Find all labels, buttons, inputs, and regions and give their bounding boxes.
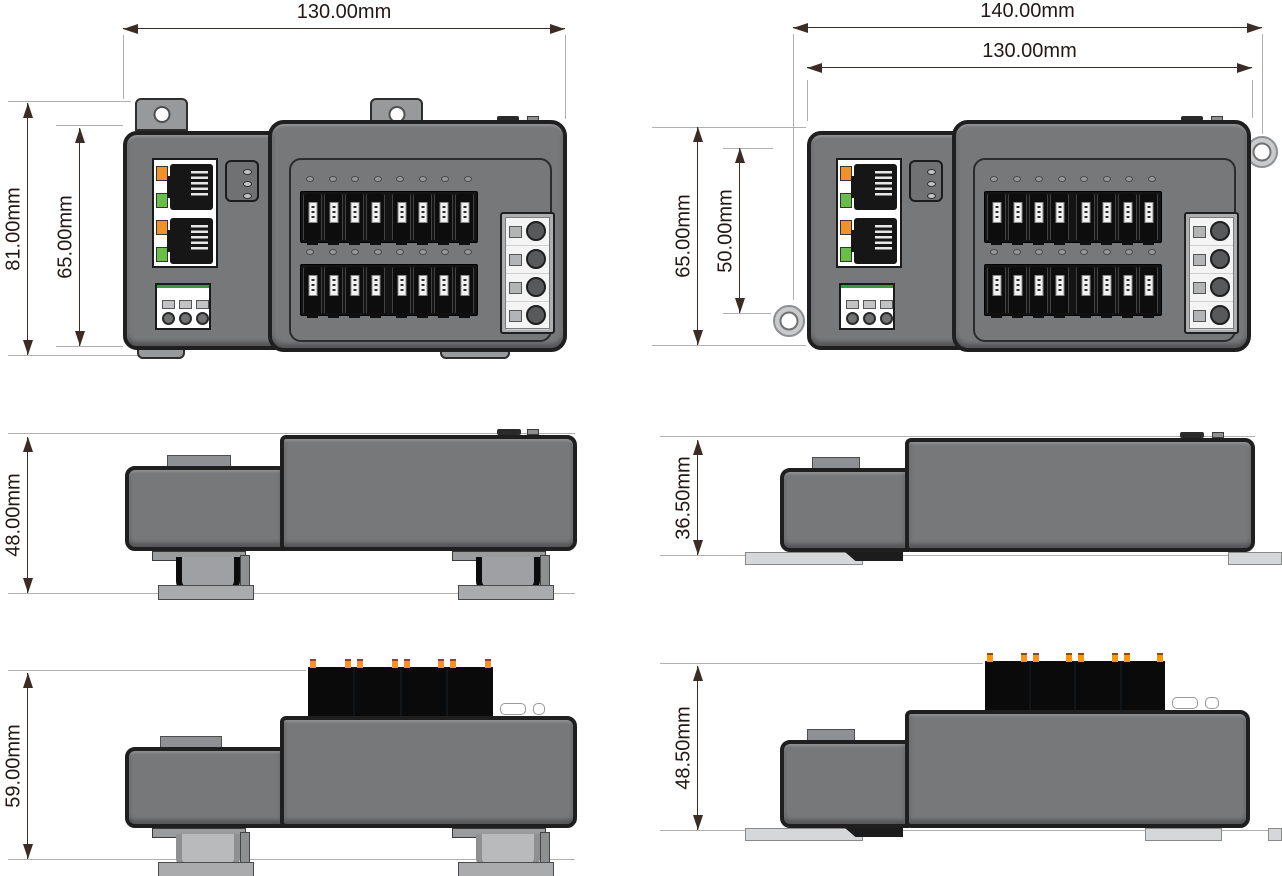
clip-foot xyxy=(158,862,254,876)
rj45-jack xyxy=(854,218,897,264)
io-led-indicator xyxy=(1125,249,1133,255)
terminal-clamp xyxy=(846,300,859,309)
relay-slot xyxy=(1118,267,1137,313)
relay-bank-row xyxy=(984,264,1162,316)
io-terminal-pin xyxy=(1190,274,1233,302)
relay-bank-row xyxy=(300,191,478,243)
io-led-indicator xyxy=(464,249,472,255)
power-terminal-block xyxy=(155,283,211,330)
terminal-green-strip xyxy=(157,285,209,288)
dimension-label-body-width: 130.00mm xyxy=(982,40,1077,62)
relay-label xyxy=(992,202,1001,223)
extension-line xyxy=(723,313,771,314)
din-rail-clip xyxy=(150,828,248,876)
din-rail-clip xyxy=(450,551,548,600)
terminal-clamp xyxy=(880,300,893,309)
relay-label xyxy=(418,275,427,296)
relay-pin xyxy=(404,659,410,668)
terminal-screw xyxy=(863,312,876,325)
mounting-hole xyxy=(153,106,170,123)
io-led-indicator xyxy=(1080,249,1088,255)
relay-slot xyxy=(455,267,474,313)
io-led-indicator xyxy=(329,176,337,182)
relay-block-side xyxy=(402,667,447,716)
relay-label xyxy=(350,202,359,223)
relay-slot xyxy=(345,194,364,240)
relay-bank-side-view xyxy=(308,667,493,716)
io-led-indicator xyxy=(374,176,382,182)
relay-slot xyxy=(455,194,474,240)
wall-mount-plate xyxy=(745,552,863,565)
io-terminal-block xyxy=(1184,212,1239,334)
relay-label xyxy=(397,202,406,223)
relay-bank-row xyxy=(300,264,478,316)
io-terminal-pin xyxy=(506,246,549,274)
relay-slot xyxy=(366,194,385,240)
clip-foot xyxy=(458,585,554,600)
relay-slot xyxy=(1076,194,1095,240)
dimension-label-body-height: 65.00mm xyxy=(672,194,695,278)
side-body-low-section xyxy=(125,747,285,828)
dimension-label-overall-height: 81.00mm xyxy=(2,187,25,271)
relay-slot xyxy=(303,194,322,240)
relay-slot xyxy=(1118,194,1137,240)
relay-pin xyxy=(1078,653,1084,662)
relay-block-side xyxy=(355,667,400,716)
relay-block-side xyxy=(985,661,1029,710)
dimension-hole-spacing xyxy=(714,148,740,313)
extension-line xyxy=(652,127,806,128)
io-led-indicator xyxy=(1013,176,1021,182)
extension-line xyxy=(1252,80,1253,118)
terminal-screw xyxy=(526,249,546,269)
power-terminal-pin xyxy=(879,300,894,325)
side-body-high-section xyxy=(905,438,1255,552)
relay-label xyxy=(460,202,469,223)
relay-pin xyxy=(1033,653,1039,662)
terminal-screw xyxy=(179,312,192,325)
terminal-screw xyxy=(1210,221,1230,241)
relay-slot xyxy=(1029,194,1048,240)
relay-label xyxy=(1123,275,1132,296)
relay-pin xyxy=(485,659,491,668)
relay-pin xyxy=(450,659,456,668)
extension-line xyxy=(8,101,131,102)
relay-pin xyxy=(345,659,351,668)
extension-line xyxy=(8,355,140,356)
status-led xyxy=(927,193,936,199)
relay-slot xyxy=(324,267,343,313)
io-terminal-block xyxy=(500,212,555,334)
dimension-label-hole-spacing: 50.00mm xyxy=(714,188,737,273)
wall-mount-plate xyxy=(1228,552,1282,565)
status-led-panel xyxy=(909,160,943,202)
terminal-clamp xyxy=(509,226,522,238)
status-led xyxy=(243,181,252,187)
extension-line xyxy=(723,148,773,149)
relay-label xyxy=(418,202,427,223)
relay-slot xyxy=(1029,267,1048,313)
dimension-body-height xyxy=(672,127,698,345)
dimension-depth xyxy=(2,673,28,859)
io-led-indicator xyxy=(306,176,314,182)
dimension-depth xyxy=(672,666,698,830)
side-body-high-section xyxy=(280,435,577,551)
relay-label xyxy=(1034,275,1043,296)
io-led-indicator xyxy=(374,249,382,255)
io-led-indicator xyxy=(1103,176,1111,182)
relay-label xyxy=(1123,202,1132,223)
io-terminal-pin xyxy=(1190,218,1233,246)
relay-label xyxy=(1013,202,1022,223)
ethernet-port xyxy=(839,162,899,212)
power-terminal-pin xyxy=(161,300,176,325)
relay-block-side xyxy=(1076,661,1120,710)
extension-line xyxy=(123,35,124,99)
dimension-overall-width xyxy=(793,0,1262,28)
wall-mount-plate xyxy=(745,828,863,841)
status-led xyxy=(927,181,936,187)
io-led-indicator xyxy=(1035,249,1043,255)
ethernet-port xyxy=(155,162,215,212)
relay-pin xyxy=(1157,653,1163,662)
extension-line xyxy=(8,433,575,434)
relay-label xyxy=(350,275,359,296)
din-rail-clip xyxy=(150,551,248,600)
extension-line xyxy=(1262,34,1263,134)
side-body-low-section xyxy=(780,468,909,552)
side-body-low-section xyxy=(780,740,909,828)
io-led-indicator xyxy=(329,249,337,255)
io-led-indicator xyxy=(1148,249,1156,255)
extension-line xyxy=(56,346,123,347)
power-terminal-block xyxy=(839,283,895,330)
relay-slot xyxy=(413,194,432,240)
io-terminal-pin xyxy=(506,218,549,246)
relay-label xyxy=(460,275,469,296)
relay-label xyxy=(371,202,380,223)
rj45-jack xyxy=(854,164,897,210)
io-led-indicator xyxy=(1125,176,1133,182)
relay-label xyxy=(1102,202,1111,223)
relay-pin xyxy=(357,659,363,668)
relay-pin xyxy=(1124,653,1130,662)
io-led-indicator xyxy=(351,176,359,182)
dimension-label-body-height: 65.00mm xyxy=(54,195,77,279)
power-terminal-pin xyxy=(862,300,877,325)
relay-slot xyxy=(987,267,1006,313)
relay-bank-row xyxy=(984,191,1162,243)
terminal-screw xyxy=(1210,249,1230,269)
extension-line xyxy=(660,663,983,664)
io-led-indicator xyxy=(1058,249,1066,255)
relay-block-side xyxy=(1031,661,1075,710)
clip-foot xyxy=(458,862,554,876)
io-led-indicator xyxy=(441,176,449,182)
dimension-label-depth: 48.00mm xyxy=(2,473,25,557)
terminal-clamp xyxy=(179,300,192,309)
relay-slot xyxy=(1097,267,1116,313)
terminal-screw xyxy=(846,312,859,325)
extension-line xyxy=(660,436,1255,437)
wall-mount-plate xyxy=(1145,828,1222,841)
relay-label xyxy=(1055,202,1064,223)
io-terminal-pin xyxy=(1190,246,1233,274)
relay-slot xyxy=(1008,194,1027,240)
terminal-clamp xyxy=(1193,226,1206,238)
io-terminal-pin xyxy=(1190,302,1233,330)
relay-label xyxy=(308,202,317,223)
relay-label xyxy=(1144,275,1153,296)
dimension-label-width: 130.00mm xyxy=(296,1,392,23)
terminal-clamp xyxy=(509,310,522,322)
side-body-high-section xyxy=(280,716,577,828)
extension-line xyxy=(56,125,123,126)
extension-line xyxy=(8,670,306,671)
relay-block-side xyxy=(1122,661,1166,710)
housing-clip-white xyxy=(1205,697,1219,709)
wall-mount-plate xyxy=(1268,828,1282,841)
relay-label xyxy=(371,275,380,296)
terminal-screw xyxy=(1210,305,1230,325)
side-body-low-section xyxy=(125,466,285,551)
dimension-depth xyxy=(672,440,698,555)
relay-pin xyxy=(1021,653,1027,662)
housing-clip-white xyxy=(500,703,526,715)
relay-block-side xyxy=(308,667,353,716)
io-led-row xyxy=(306,249,472,255)
ethernet-port-panel xyxy=(836,158,902,268)
dimension-label-overall-width: 140.00mm xyxy=(980,0,1075,22)
status-led xyxy=(243,169,252,175)
relay-label xyxy=(329,275,338,296)
io-led-row xyxy=(990,249,1156,255)
relay-slot xyxy=(1050,267,1069,313)
relay-label xyxy=(1102,275,1111,296)
housing-clip-white xyxy=(533,703,545,715)
relay-label xyxy=(1081,202,1090,223)
terminal-clamp xyxy=(863,300,876,309)
terminal-screw xyxy=(880,312,893,325)
dimension-label-depth: 59.00mm xyxy=(2,724,25,808)
io-led-indicator xyxy=(1013,249,1021,255)
relay-label xyxy=(1055,275,1064,296)
relay-pin xyxy=(1066,653,1072,662)
status-led xyxy=(927,169,936,175)
dimension-body-height xyxy=(54,128,80,346)
device-front-view-din-rail xyxy=(123,95,567,363)
terminal-clamp xyxy=(1193,310,1206,322)
relay-label xyxy=(1144,202,1153,223)
io-led-indicator xyxy=(351,249,359,255)
relay-slot xyxy=(1076,267,1095,313)
terminal-clamp xyxy=(1193,254,1206,266)
relay-slot xyxy=(1008,267,1027,313)
side-body-high-section xyxy=(905,710,1250,828)
relay-slot xyxy=(1097,194,1116,240)
relay-slot xyxy=(303,267,322,313)
io-led-indicator xyxy=(1035,176,1043,182)
terminal-screw xyxy=(526,305,546,325)
relay-pin xyxy=(310,659,316,668)
terminal-clamp xyxy=(196,300,209,309)
dimension-label-depth: 48.50mm xyxy=(672,706,695,790)
housing-clip-white xyxy=(1172,697,1198,709)
power-terminal-pin xyxy=(178,300,193,325)
io-led-indicator xyxy=(441,249,449,255)
relay-slot xyxy=(392,194,411,240)
status-led-panel xyxy=(225,160,259,202)
io-led-indicator xyxy=(1058,176,1066,182)
io-terminal-pin xyxy=(506,302,549,330)
io-led-indicator xyxy=(396,249,404,255)
terminal-screw xyxy=(526,221,546,241)
power-terminal-pin xyxy=(845,300,860,325)
relay-label xyxy=(1034,202,1043,223)
relay-pin xyxy=(392,659,398,668)
relay-label xyxy=(329,202,338,223)
io-led-indicator xyxy=(1103,249,1111,255)
dimension-depth xyxy=(2,437,28,593)
terminal-screw xyxy=(526,277,546,297)
extension-line xyxy=(652,345,806,346)
io-led-row xyxy=(990,176,1156,182)
device-front-view-wall-mount xyxy=(807,95,1251,363)
io-led-row xyxy=(306,176,472,182)
io-led-indicator xyxy=(1148,176,1156,182)
relay-label xyxy=(992,275,1001,296)
relay-pin xyxy=(438,659,444,668)
relay-slot xyxy=(434,194,453,240)
relay-slot xyxy=(1050,194,1069,240)
relay-label xyxy=(439,202,448,223)
relay-block-side xyxy=(448,667,493,716)
mounting-ear xyxy=(773,305,805,337)
relay-slot xyxy=(987,194,1006,240)
terminal-clamp xyxy=(509,254,522,266)
dimension-body-width xyxy=(807,40,1252,68)
ethernet-port xyxy=(155,216,215,266)
io-led-indicator xyxy=(1080,176,1088,182)
io-led-indicator xyxy=(306,249,314,255)
relay-label xyxy=(308,275,317,296)
rj45-jack xyxy=(170,164,213,210)
io-terminal-pin xyxy=(506,274,549,302)
io-led-indicator xyxy=(990,249,998,255)
io-led-indicator xyxy=(990,176,998,182)
io-led-indicator xyxy=(419,249,427,255)
status-led xyxy=(243,193,252,199)
io-terminal-panel xyxy=(505,217,550,329)
dimension-width xyxy=(123,1,565,29)
rj45-jack xyxy=(170,218,213,264)
din-rail-clip xyxy=(450,828,548,876)
terminal-screw xyxy=(1210,277,1230,297)
relay-label xyxy=(1081,275,1090,296)
power-terminal-pin xyxy=(195,300,210,325)
io-led-indicator xyxy=(396,176,404,182)
terminal-screw xyxy=(196,312,209,325)
relay-slot xyxy=(1139,267,1158,313)
io-led-indicator xyxy=(464,176,472,182)
relay-label xyxy=(397,275,406,296)
ethernet-port-panel xyxy=(152,158,218,268)
relay-slot xyxy=(345,267,364,313)
relay-label xyxy=(439,275,448,296)
relay-pin xyxy=(1112,653,1118,662)
io-led-indicator xyxy=(419,176,427,182)
relay-bank-side-view xyxy=(985,661,1165,710)
terminal-clamp xyxy=(1193,282,1206,294)
terminal-green-strip xyxy=(841,285,893,288)
mounting-tab-top xyxy=(135,98,188,131)
terminal-clamp xyxy=(162,300,175,309)
relay-label xyxy=(1013,275,1022,296)
relay-slot xyxy=(366,267,385,313)
dimension-label-depth: 36.50mm xyxy=(672,455,695,540)
relay-slot xyxy=(392,267,411,313)
terminal-screw xyxy=(162,312,175,325)
io-terminal-panel xyxy=(1189,217,1234,329)
relay-slot xyxy=(434,267,453,313)
relay-pin xyxy=(987,653,993,662)
dimension-overall-height xyxy=(2,103,28,355)
terminal-clamp xyxy=(509,282,522,294)
relay-slot xyxy=(413,267,432,313)
relay-slot xyxy=(324,194,343,240)
clip-foot xyxy=(158,585,254,600)
relay-slot xyxy=(1139,194,1158,240)
ethernet-port xyxy=(839,216,899,266)
extension-line xyxy=(793,34,794,300)
